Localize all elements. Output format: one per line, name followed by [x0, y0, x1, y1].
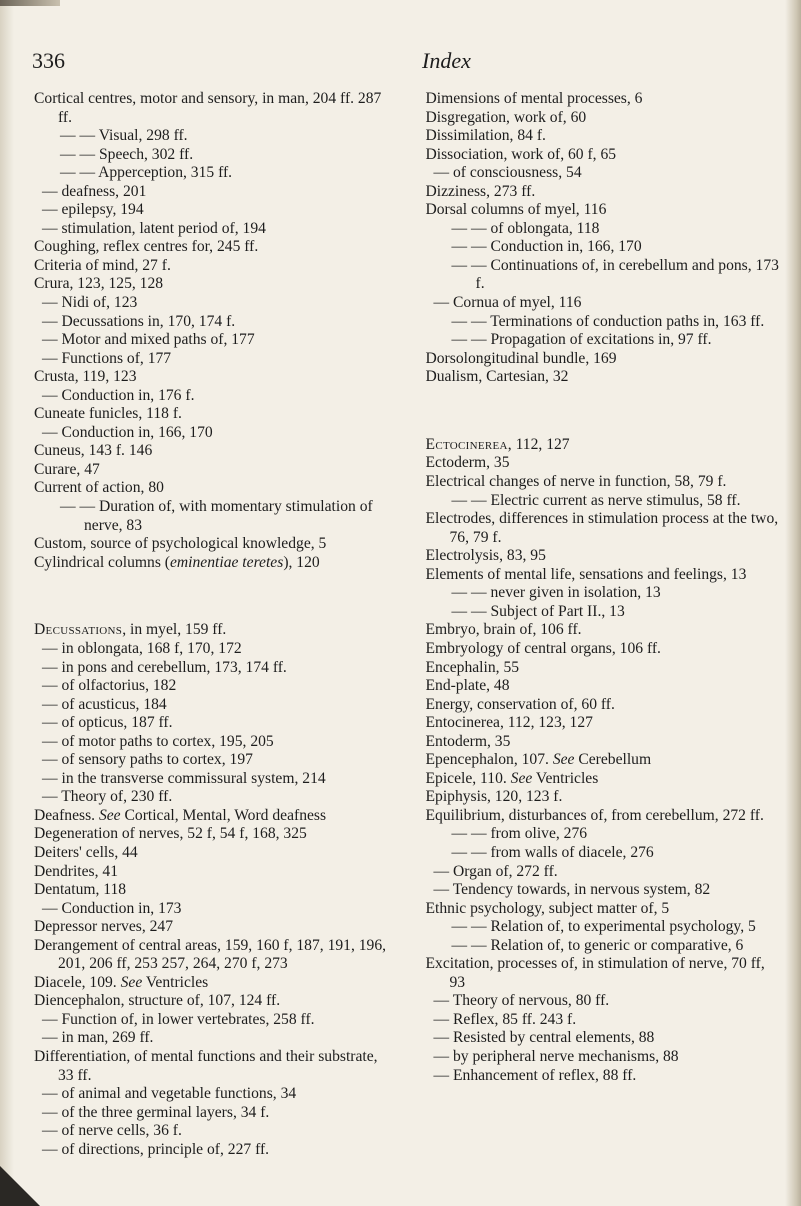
entry-text: Dissimilation, 84 f. [425, 127, 546, 145]
entry-text: — — of oblongata, 118 [451, 219, 600, 237]
index-subentry [34, 387, 388, 406]
index-subentry [34, 788, 388, 807]
entry-text: Embryo, brain of, 106 ff. [425, 621, 582, 639]
index-subentry [426, 844, 780, 863]
entry-text: — of the three germinal layers, 34 f. [42, 1103, 270, 1121]
entry-text: Entocinerea, 112, 123, 127 [425, 714, 593, 732]
entry-text: Degeneration of nerves, 52 f, 54 f, 168, 325 [34, 825, 307, 843]
index-entry [426, 733, 780, 752]
index-entry [34, 918, 388, 937]
index-entry [34, 90, 388, 127]
running-title: Index [422, 48, 471, 73]
index-subentry [34, 201, 388, 220]
entry-text: — in pons and cerebellum, 173, 174 ff. [42, 658, 287, 676]
entry-text: Differentiation, of mental functions and their substrate, 33 ff. [34, 1047, 378, 1084]
index-entry [426, 510, 780, 547]
entry-text: Cylindrical columns ( [34, 553, 170, 571]
entry-text: Embryology of central organs, 106 ff. [425, 639, 661, 657]
index-entry [34, 461, 388, 480]
index-subentry [34, 696, 388, 715]
index-entry [426, 90, 780, 109]
index-entry [34, 974, 388, 993]
entry-text: Derangement of central areas, 159, 160 f, 187, 191, 196, 201, 206 ff, 253 257, 264, 270 f, 273 [34, 936, 387, 973]
entry-text: Encephalin, 55 [425, 658, 520, 676]
index-subentry [34, 127, 388, 146]
index-entry [34, 535, 388, 554]
entry-text: — epilepsy, 194 [42, 201, 144, 219]
index-entry [34, 442, 388, 461]
entry-text: See [510, 769, 533, 787]
entry-text: — in the transverse commissural system, 214 [42, 769, 326, 787]
index-entry [426, 714, 780, 733]
index-entry [34, 238, 388, 257]
index-entry [34, 479, 388, 498]
index-subentry [34, 220, 388, 239]
index-entry [426, 547, 780, 566]
index-subentry [34, 1029, 388, 1048]
index-entry [34, 1048, 388, 1085]
entry-text: Epiphysis, 120, 123 f. [425, 788, 563, 806]
entry-text: Cortical, Mental, Word deafness [120, 806, 327, 824]
index-subentry [34, 714, 388, 733]
entry-text: — Enhancement of reflex, 88 ff. [433, 1066, 637, 1084]
entry-text: — Theory of nervous, 80 ff. [433, 992, 610, 1010]
index-subentry [426, 1029, 780, 1048]
index-subentry [426, 1011, 780, 1030]
entry-text: — Conduction in, 166, 170 [42, 423, 213, 441]
entry-text: Electrical changes of nerve in function, 58, 79 f. [425, 473, 727, 491]
index-subentry [34, 677, 388, 696]
entry-text: — — Apperception, 315 ff. [60, 164, 233, 182]
index-entry [426, 109, 780, 128]
entry-text: — Conduction in, 176 f. [42, 386, 195, 404]
entry-text: Deiters' cells, 44 [34, 843, 138, 861]
section-gap [34, 588, 388, 606]
index-subentry [426, 825, 780, 844]
index-entry [34, 621, 388, 640]
entry-text: Cortical centres, motor and sensory, in man, 204 ff. 287 ff. [34, 90, 382, 126]
entry-text: — Motor and mixed paths of, 177 [42, 331, 255, 349]
index-entry [34, 554, 388, 573]
index-entry [34, 405, 388, 424]
index-entry [426, 807, 780, 826]
index-entry [426, 955, 780, 992]
entry-text: Epicele, 110. [425, 769, 511, 787]
entry-text: Curare, 47 [34, 460, 100, 478]
entry-text: Dentatum, 118 [34, 881, 127, 899]
entry-text: ), 120 [283, 553, 320, 571]
entry-text: Coughing, reflex centres for, 245 ff. [34, 238, 259, 256]
index-subentry [34, 350, 388, 369]
index-entry [426, 696, 780, 715]
index-subentry [34, 331, 388, 350]
index-entry [34, 825, 388, 844]
index-entry [34, 937, 388, 974]
index-subentry [34, 164, 388, 183]
index-entry [34, 368, 388, 387]
entry-text: Depressor nerves, 247 [34, 918, 174, 936]
entry-text: — by peripheral nerve mechanisms, 88 [433, 1047, 679, 1065]
page-corner-shadow [0, 0, 60, 6]
entry-text: — Functions of, 177 [42, 349, 172, 367]
index-entry [426, 436, 780, 455]
entry-text: Current of action, 80 [34, 479, 164, 497]
entry-text: — — Propagation of excitations in, 97 ff. [451, 331, 712, 349]
index-subentry [34, 146, 388, 165]
entry-text: — of nerve cells, 36 f. [42, 1122, 182, 1140]
entry-text: — Cornua of myel, 116 [433, 294, 582, 312]
index-entry [426, 770, 780, 789]
entry-text: — — Electric current as nerve stimulus, 58 ff. [451, 491, 741, 509]
entry-text: — — Speech, 302 ff. [60, 145, 194, 163]
index-subentry [426, 918, 780, 937]
section-gap [426, 402, 780, 420]
index-entry [426, 659, 780, 678]
index-subentry [34, 751, 388, 770]
entry-text: Dorsal columns of myel, 116 [425, 201, 607, 219]
entry-text: Criteria of mind, 27 f. [34, 256, 171, 274]
index-columns [34, 90, 779, 1159]
entry-text: Diencephalon, structure of, 107, 124 ff. [34, 992, 281, 1010]
entry-text: Custom, source of psychological knowledge, 5 [34, 535, 327, 553]
index-column-right [426, 90, 780, 1159]
entry-text: — of motor paths to cortex, 195, 205 [42, 732, 274, 750]
entry-text: — — Terminations of conduction paths in, 163 ff. [451, 312, 765, 330]
entry-text: Ectocinerea [425, 435, 508, 453]
entry-text: — of opticus, 187 ff. [42, 714, 173, 732]
entry-text: — of acusticus, 184 [42, 695, 167, 713]
index-subentry [426, 492, 780, 511]
index-subentry [426, 220, 780, 239]
index-entry [34, 275, 388, 294]
index-entry [426, 640, 780, 659]
entry-text: — of consciousness, 54 [433, 164, 582, 182]
entry-text: — Resisted by central elements, 88 [433, 1029, 655, 1047]
index-entry [34, 881, 388, 900]
entry-text: Dizziness, 273 ff. [425, 182, 536, 200]
index-entry [426, 146, 780, 165]
entry-text: Diacele, 109. [34, 973, 121, 991]
index-entry [426, 900, 780, 919]
entry-text: — — Visual, 298 ff. [60, 127, 188, 145]
page-header [32, 48, 761, 78]
index-subentry [34, 640, 388, 659]
page-edge-left [0, 0, 14, 1206]
entry-text: , in myel, 159 ff. [122, 621, 227, 639]
entry-text: Crura, 123, 125, 128 [34, 275, 164, 293]
entry-text: Dorsolongitudinal bundle, 169 [425, 349, 617, 367]
entry-text: Dendrites, 41 [34, 862, 119, 880]
entry-text: — in oblongata, 168 f, 170, 172 [42, 639, 242, 657]
entry-text: See [98, 806, 121, 824]
index-subentry [426, 881, 780, 900]
entry-text: eminentiae teretes [170, 553, 284, 571]
index-subentry [426, 238, 780, 257]
entry-text: — of olfactorius, 182 [42, 677, 177, 695]
entry-text: Ectoderm, 35 [425, 454, 510, 472]
entry-text: Dualism, Cartesian, 32 [425, 368, 569, 386]
entry-text: — of animal and vegetable functions, 34 [42, 1085, 297, 1103]
index-subentry [426, 294, 780, 313]
entry-text: Ethnic psychology, subject matter of, 5 [425, 899, 670, 917]
entry-text: — Function of, in lower vertebrates, 258 ff. [42, 1010, 315, 1028]
entry-text: Entoderm, 35 [425, 732, 511, 750]
entry-text: — — Relation of, to generic or comparative, 6 [451, 936, 744, 954]
entry-text: See [552, 751, 575, 769]
entry-text: — — Subject of Part II., 13 [451, 602, 625, 620]
index-entry [426, 127, 780, 146]
page-edge-right [785, 0, 801, 1206]
entry-text: — — Conduction in, 166, 170 [451, 238, 642, 256]
index-subentry [34, 1085, 388, 1104]
entry-text: See [120, 973, 143, 991]
entry-text: — — Relation of, to experimental psychology, 5 [451, 918, 756, 936]
index-subentry [426, 331, 780, 350]
index-subentry [34, 733, 388, 752]
entry-text: — — Continuations of, in cerebellum and pons, 173 f. [451, 256, 779, 293]
index-subentry [34, 1011, 388, 1030]
index-subentry [426, 313, 780, 332]
index-subentry [34, 498, 388, 535]
index-subentry [34, 313, 388, 332]
index-subentry [426, 863, 780, 882]
page-number: 336 [32, 48, 65, 73]
entry-text: Ventricles [532, 769, 599, 787]
entry-text: — — never given in isolation, 13 [451, 584, 661, 602]
entry-text: , 112, 127 [507, 435, 570, 453]
entry-text: Electrolysis, 83, 95 [425, 547, 546, 565]
index-entry [426, 566, 780, 585]
index-subentry [34, 770, 388, 789]
entry-text: Cerebellum [574, 751, 652, 769]
index-entry [426, 201, 780, 220]
entry-text: End-plate, 48 [425, 677, 510, 695]
entry-text: Cuneate funicles, 118 f. [34, 405, 182, 423]
index-subentry [426, 1067, 780, 1086]
index-subentry [34, 294, 388, 313]
entry-text: Electrodes, differences in stimulation process at the two, 76, 79 f. [425, 510, 779, 546]
index-subentry [426, 1048, 780, 1067]
entry-text: Crusta, 119, 123 [34, 368, 137, 386]
index-subentry [426, 164, 780, 183]
entry-text: — Theory of, 230 ff. [42, 788, 173, 806]
entry-text: — of directions, principle of, 227 ff. [42, 1140, 270, 1158]
index-entry [34, 992, 388, 1011]
index-entry [34, 807, 388, 826]
entry-text: Dissociation, work of, 60 f, 65 [425, 145, 617, 163]
entry-text: — Tendency towards, in nervous system, 82 [433, 881, 711, 899]
entry-text: Cuneus, 143 f. 146 [34, 442, 153, 460]
index-subentry [426, 257, 780, 294]
entry-text: — deafness, 201 [42, 182, 147, 200]
index-subentry [34, 1104, 388, 1123]
index-entry [426, 454, 780, 473]
entry-text: Deafness. [34, 806, 99, 824]
index-subentry [426, 992, 780, 1011]
index-entry [426, 368, 780, 387]
index-entry [34, 257, 388, 276]
index-subentry [34, 1122, 388, 1141]
entry-text: — — from walls of diacele, 276 [451, 843, 654, 861]
page-corner-dark [0, 1166, 40, 1206]
index-column-left [34, 90, 388, 1159]
index-subentry [34, 659, 388, 678]
index-entry [34, 863, 388, 882]
entry-text: — — Duration of, with momentary stimulation of nerve, 83 [60, 498, 373, 534]
index-entry [426, 677, 780, 696]
index-subentry [34, 1141, 388, 1160]
entry-text: — Organ of, 272 ff. [433, 862, 558, 880]
entry-text: Ventricles [142, 973, 209, 991]
index-subentry [34, 900, 388, 919]
entry-text: — stimulation, latent period of, 194 [42, 219, 266, 237]
index-entry [426, 473, 780, 492]
index-entry [426, 621, 780, 640]
entry-text: Dimensions of mental processes, 6 [425, 90, 643, 107]
index-subentry [426, 937, 780, 956]
entry-text: Disgregation, work of, 60 [425, 108, 587, 126]
entry-text: Equilibrium, disturbances of, from cerebellum, 272 ff. [425, 806, 764, 824]
entry-text: Epencephalon, 107. [425, 751, 553, 769]
index-entry [426, 751, 780, 770]
index-subentry [34, 183, 388, 202]
index-entry [426, 350, 780, 369]
entry-text: Energy, conservation of, 60 ff. [425, 695, 615, 713]
entry-text: Decussations [34, 621, 123, 639]
entry-text: — Conduction in, 173 [42, 899, 182, 917]
entry-text: — Decussations in, 170, 174 f. [42, 312, 236, 330]
index-subentry [426, 584, 780, 603]
entry-text: — Reflex, 85 ff. 243 f. [433, 1010, 577, 1028]
entry-text: Excitation, processes of, in stimulation of nerve, 70 ff, 93 [425, 955, 765, 991]
index-subentry [426, 603, 780, 622]
entry-text: — Nidi of, 123 [42, 294, 138, 312]
entry-text: — — from olive, 276 [451, 825, 588, 843]
index-entry [34, 844, 388, 863]
index-entry [426, 788, 780, 807]
entry-text: Elements of mental life, sensations and feelings, 13 [425, 565, 747, 583]
index-subentry [34, 424, 388, 443]
entry-text: — of sensory paths to cortex, 197 [42, 751, 253, 769]
entry-text: — in man, 269 ff. [42, 1029, 154, 1047]
index-entry [426, 183, 780, 202]
